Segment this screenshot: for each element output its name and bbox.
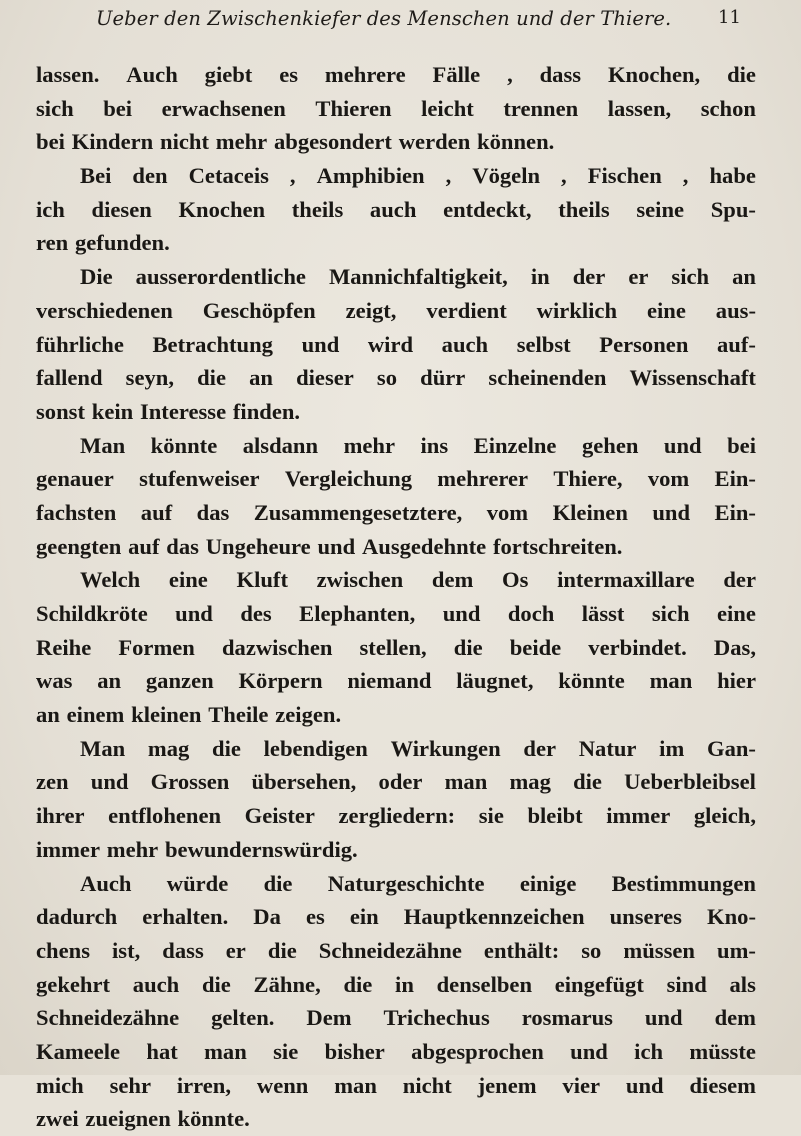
text-line: Die ausserordentliche Mannichfaltigkeit, in der er sich an (80, 264, 756, 290)
text-line: sonst kein Interesse finden. (36, 398, 301, 424)
text-line: ich diesen Knochen theils auch entdeckt, theils seine Spu- (36, 196, 756, 222)
text-line: fallend seyn, die an dieser so dürr scheinenden Wissenschaft (36, 365, 756, 391)
text-line: Auch würde die Naturgeschichte einige Bestimmungen (80, 870, 756, 896)
text-line: Schildkröte und des Elephanten, und doch lässt sich eine (36, 601, 756, 626)
text-line: lassen. Auch giebt es mehrere Fälle , dass Knochen, die (36, 62, 756, 87)
text-line: sich bei erwachsenen Thieren leicht trennen lassen, schon (36, 95, 756, 121)
text-line: ihrer entflohenen Geister zergliedern: sie bleibt immer gleich, (36, 803, 756, 829)
text-line: was an ganzen Körpern niemand läugnet, könnte man hier (36, 668, 756, 694)
text-line: ren gefunden. (36, 230, 170, 256)
text-line: Man könnte alsdann mehr ins Einzelne gehen und bei (80, 432, 756, 458)
text-line: bei Kindern nicht mehr abgesondert werden können. (36, 129, 555, 155)
text-line: dadurch erhalten. Da es ein Hauptkennzeichen unseres Kno- (36, 904, 756, 930)
text-line: Welch eine Kluft zwischen dem Os intermaxillare der (80, 567, 756, 593)
text-line: mich sehr irren, wenn man nicht jenem vier und diesem (36, 1072, 756, 1098)
body-text (36, 58, 756, 1136)
running-title: Ueber den Zwischenkiefer des Menschen und der Thiere. (96, 7, 672, 30)
text-line: gekehrt auch die Zähne, die in denselben eingefügt sind als (36, 971, 756, 997)
text-line: verschiedenen Geschöpfen zeigt, verdient wirklich eine aus- (36, 297, 756, 323)
page-number: 11 (718, 7, 741, 28)
text-line: genauer stufenweiser Vergleichung mehrerer Thiere, vom Ein- (36, 466, 756, 492)
text-line: zwei zueignen könnte. (36, 1106, 250, 1132)
text-line: immer mehr bewundernswürdig. (36, 836, 358, 862)
text-line: geengten auf das Ungeheure und Ausgedehnte fortschreiten. (36, 533, 623, 559)
text-line: chens ist, dass er die Schneidezähne enthält: so müssen um- (36, 937, 756, 963)
text-line: an einem kleinen Theile zeigen. (36, 702, 342, 728)
text-line: Bei den Cetaceis , Amphibien , Vögeln , Fischen , habe (80, 163, 756, 189)
text-line: Kameele hat man sie bisher abgesprochen und ich müsste (36, 1038, 756, 1064)
text-line: fachsten auf das Zusammengesetztere, vom Kleinen und Ein- (36, 499, 756, 525)
text-line: führliche Betrachtung und wird auch selbst Personen auf- (36, 331, 756, 357)
text-line: Man mag die lebendigen Wirkungen der Natur im Gan- (80, 735, 756, 761)
running-head (0, 0, 801, 40)
text-line: zen und Grossen übersehen, oder man mag die Ueberbleibsel (36, 769, 756, 795)
text-line: Reihe Formen dazwischen stellen, die beide verbindet. Das, (36, 634, 756, 660)
text-line: Schneidezähne gelten. Dem Trichechus rosmarus und dem (36, 1005, 756, 1031)
